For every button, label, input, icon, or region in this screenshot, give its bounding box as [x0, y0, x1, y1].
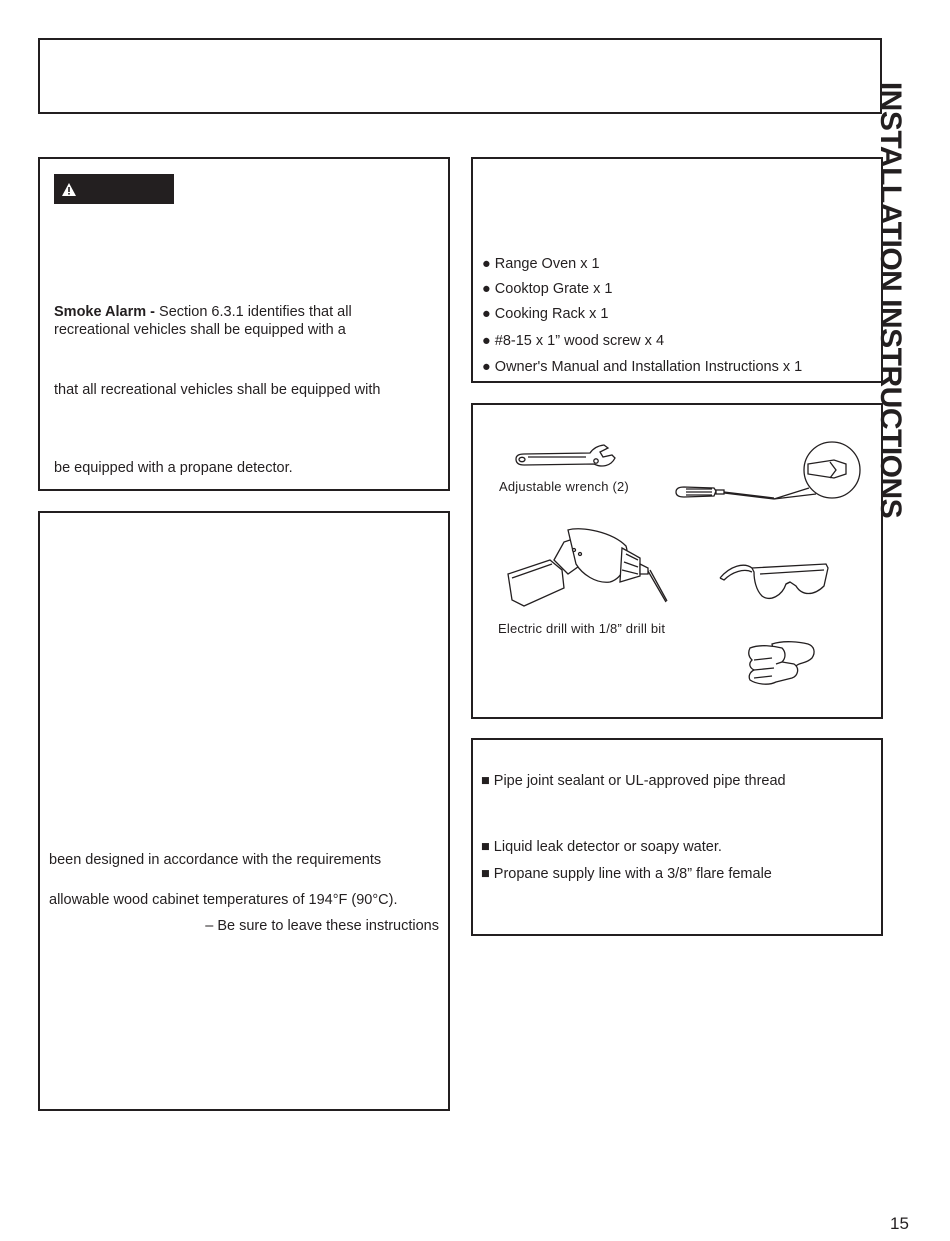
- materials-item-2: ■ Liquid leak detector or soapy water.: [481, 839, 722, 855]
- header-box: [38, 38, 882, 114]
- warning-triangle-icon: [62, 183, 76, 196]
- info-box: [38, 511, 450, 1111]
- warning-line-2: recreational vehicles shall be equipped with a: [54, 322, 346, 338]
- side-title: INSTALLATION INSTRUCTIONS: [874, 81, 907, 519]
- wrench-caption: Adjustable wrench (2): [499, 479, 629, 494]
- info-line-1: been designed in accordance with the requirements: [49, 852, 382, 868]
- page-number: 15: [890, 1214, 909, 1233]
- parts-item-3: ● Cooking Rack x 1: [482, 306, 609, 322]
- screwdriver-icon: [674, 440, 866, 506]
- drill-icon: [502, 524, 672, 610]
- parts-item-1: ● Range Oven x 1: [482, 256, 600, 272]
- parts-item-2: ● Cooktop Grate x 1: [482, 281, 613, 297]
- parts-item-5: ● Owner's Manual and Installation Instructions x 1: [482, 359, 803, 375]
- smoke-alarm-line: [54, 303, 352, 321]
- info-line-2: allowable wood cabinet temperatures of 194°F (90°C).: [49, 892, 398, 908]
- wrench-icon: [512, 442, 618, 474]
- warning-line-3: that all recreational vehicles shall be equipped with: [54, 382, 381, 398]
- parts-item-4: ● #8-15 x 1” wood screw x 4: [482, 333, 665, 349]
- gloves-icon: [746, 638, 818, 688]
- warning-line-4: be equipped with a propane detector.: [54, 460, 293, 476]
- info-line-3: – Be sure to leave these instructions: [205, 918, 439, 934]
- smoke-alarm-text: Section 6.3.1 identifies that all: [155, 304, 352, 320]
- safety-glasses-icon: [716, 556, 832, 606]
- smoke-alarm-label: Smoke Alarm -: [54, 304, 155, 320]
- materials-item-3: ■ Propane supply line with a 3/8” flare female: [481, 866, 772, 882]
- materials-box: [471, 738, 883, 936]
- warning-badge: [54, 174, 174, 204]
- materials-item-1: ■ Pipe joint sealant or UL-approved pipe thread: [481, 773, 786, 789]
- drill-caption: Electric drill with 1/8” drill bit: [498, 621, 666, 636]
